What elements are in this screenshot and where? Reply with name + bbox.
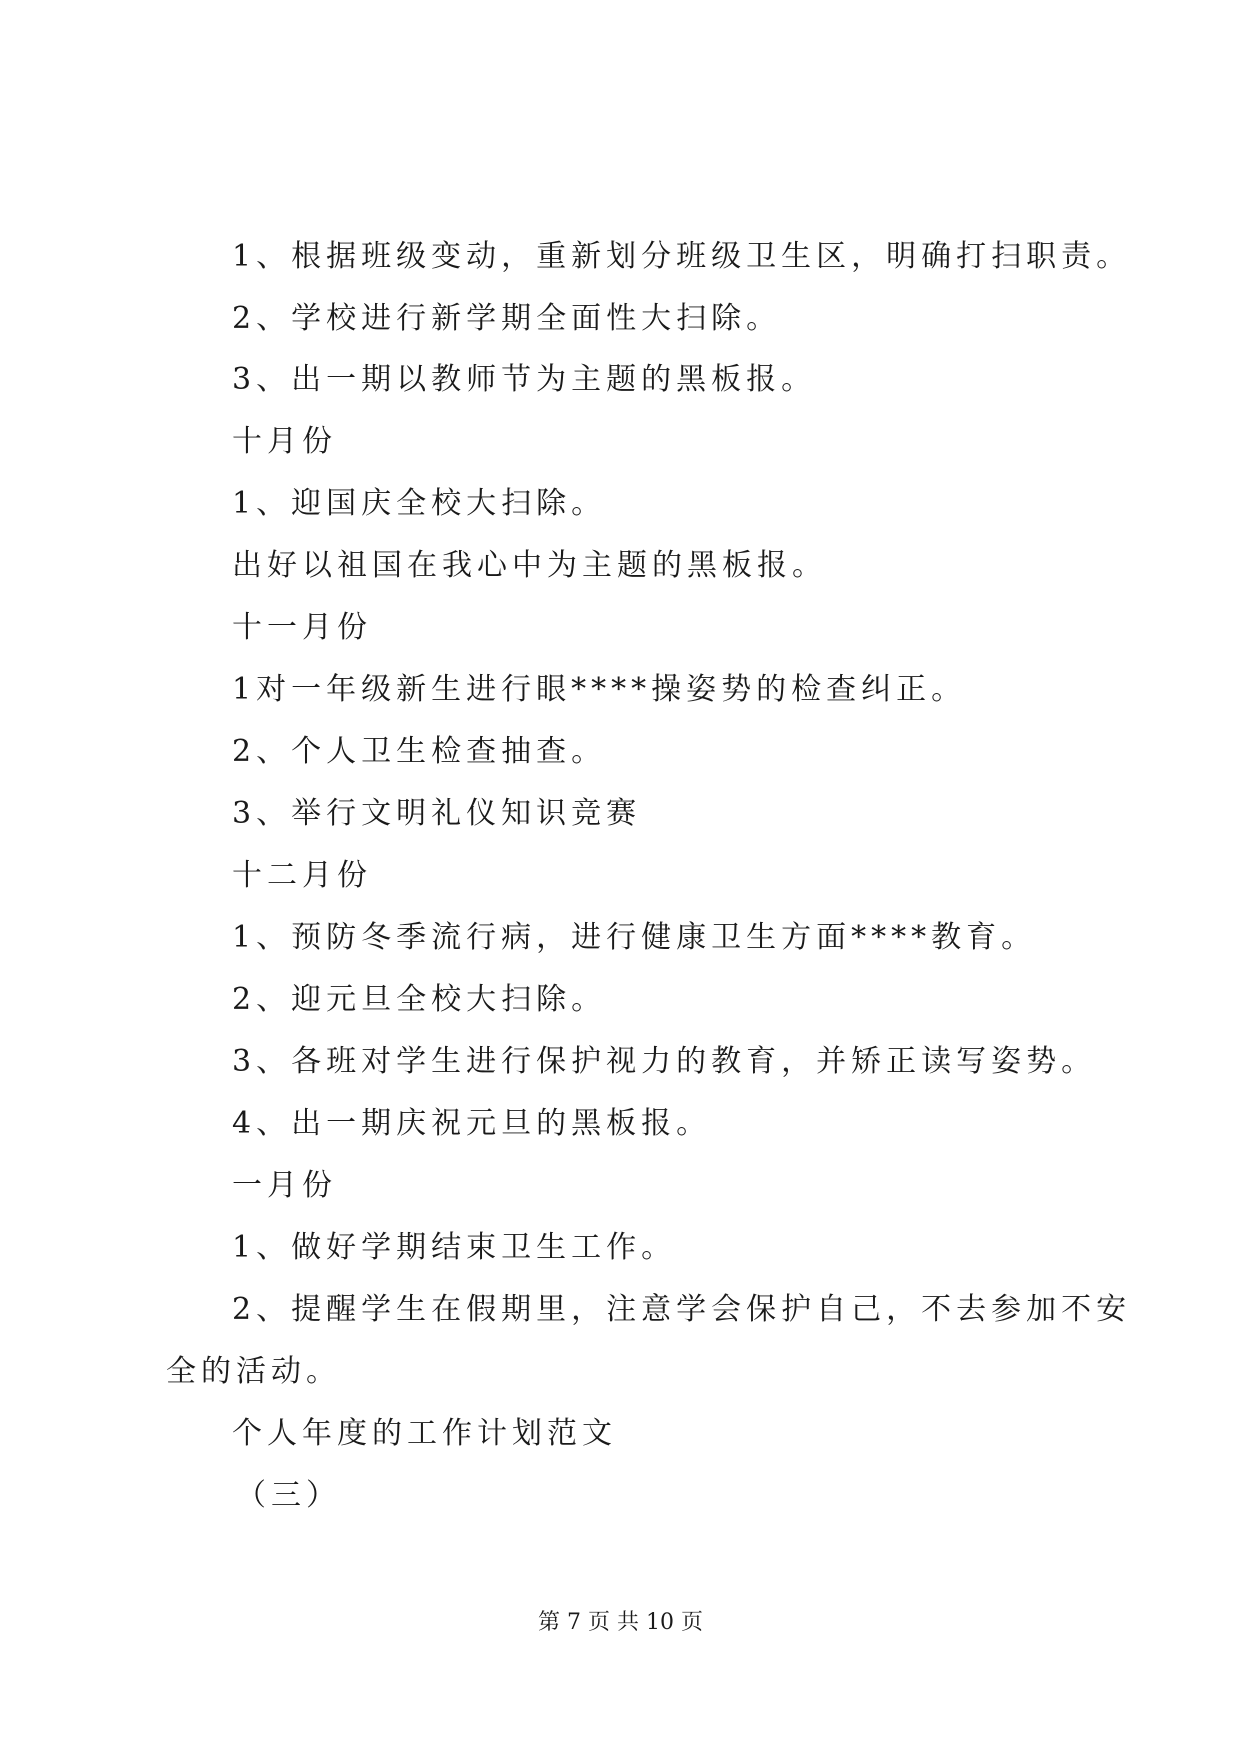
paragraph-line: 3、举行文明礼仪知识竞赛 <box>232 796 642 831</box>
paragraph-line: 3、各班对学生进行保护视力的教育，并矫正读写姿势。 <box>232 1044 1097 1079</box>
page-footer: 第 7 页 共 10 页 <box>538 1610 703 1635</box>
paragraph-line: 1、迎国庆全校大扫除。 <box>232 486 607 521</box>
subtitle-line: （三） <box>236 1478 341 1513</box>
paragraph-line-continuation: 全的活动。 <box>166 1354 341 1389</box>
section-heading: 十月份 <box>232 424 337 459</box>
paragraph-line: 出好以祖国在我心中为主题的黑板报。 <box>232 548 827 583</box>
section-heading: 一月份 <box>232 1168 337 1203</box>
paragraph-line: 3、出一期以教师节为主题的黑板报。 <box>232 362 817 397</box>
paragraph-line: 2、迎元旦全校大扫除。 <box>232 982 607 1017</box>
section-heading: 十一月份 <box>232 610 372 645</box>
paragraph-line: 1、预防冬季流行病，进行健康卫生方面****教育。 <box>232 920 1037 955</box>
paragraph-line: 2、提醒学生在假期里，注意学会保护自己，不去参加不安 <box>232 1292 1132 1327</box>
title-line: 个人年度的工作计划范文 <box>232 1416 617 1451</box>
paragraph-line: 1、做好学期结束卫生工作。 <box>232 1230 677 1265</box>
section-heading: 十二月份 <box>232 858 372 893</box>
paragraph-line: 1、根据班级变动，重新划分班级卫生区，明确打扫职责。 <box>232 239 1132 274</box>
paragraph-line: 2、学校进行新学期全面性大扫除。 <box>232 301 782 336</box>
paragraph-line: 4、出一期庆祝元旦的黑板报。 <box>232 1106 712 1141</box>
paragraph-line: 2、个人卫生检查抽查。 <box>232 734 607 769</box>
paragraph-line: 1对一年级新生进行眼****操姿势的检查纠正。 <box>232 672 967 707</box>
